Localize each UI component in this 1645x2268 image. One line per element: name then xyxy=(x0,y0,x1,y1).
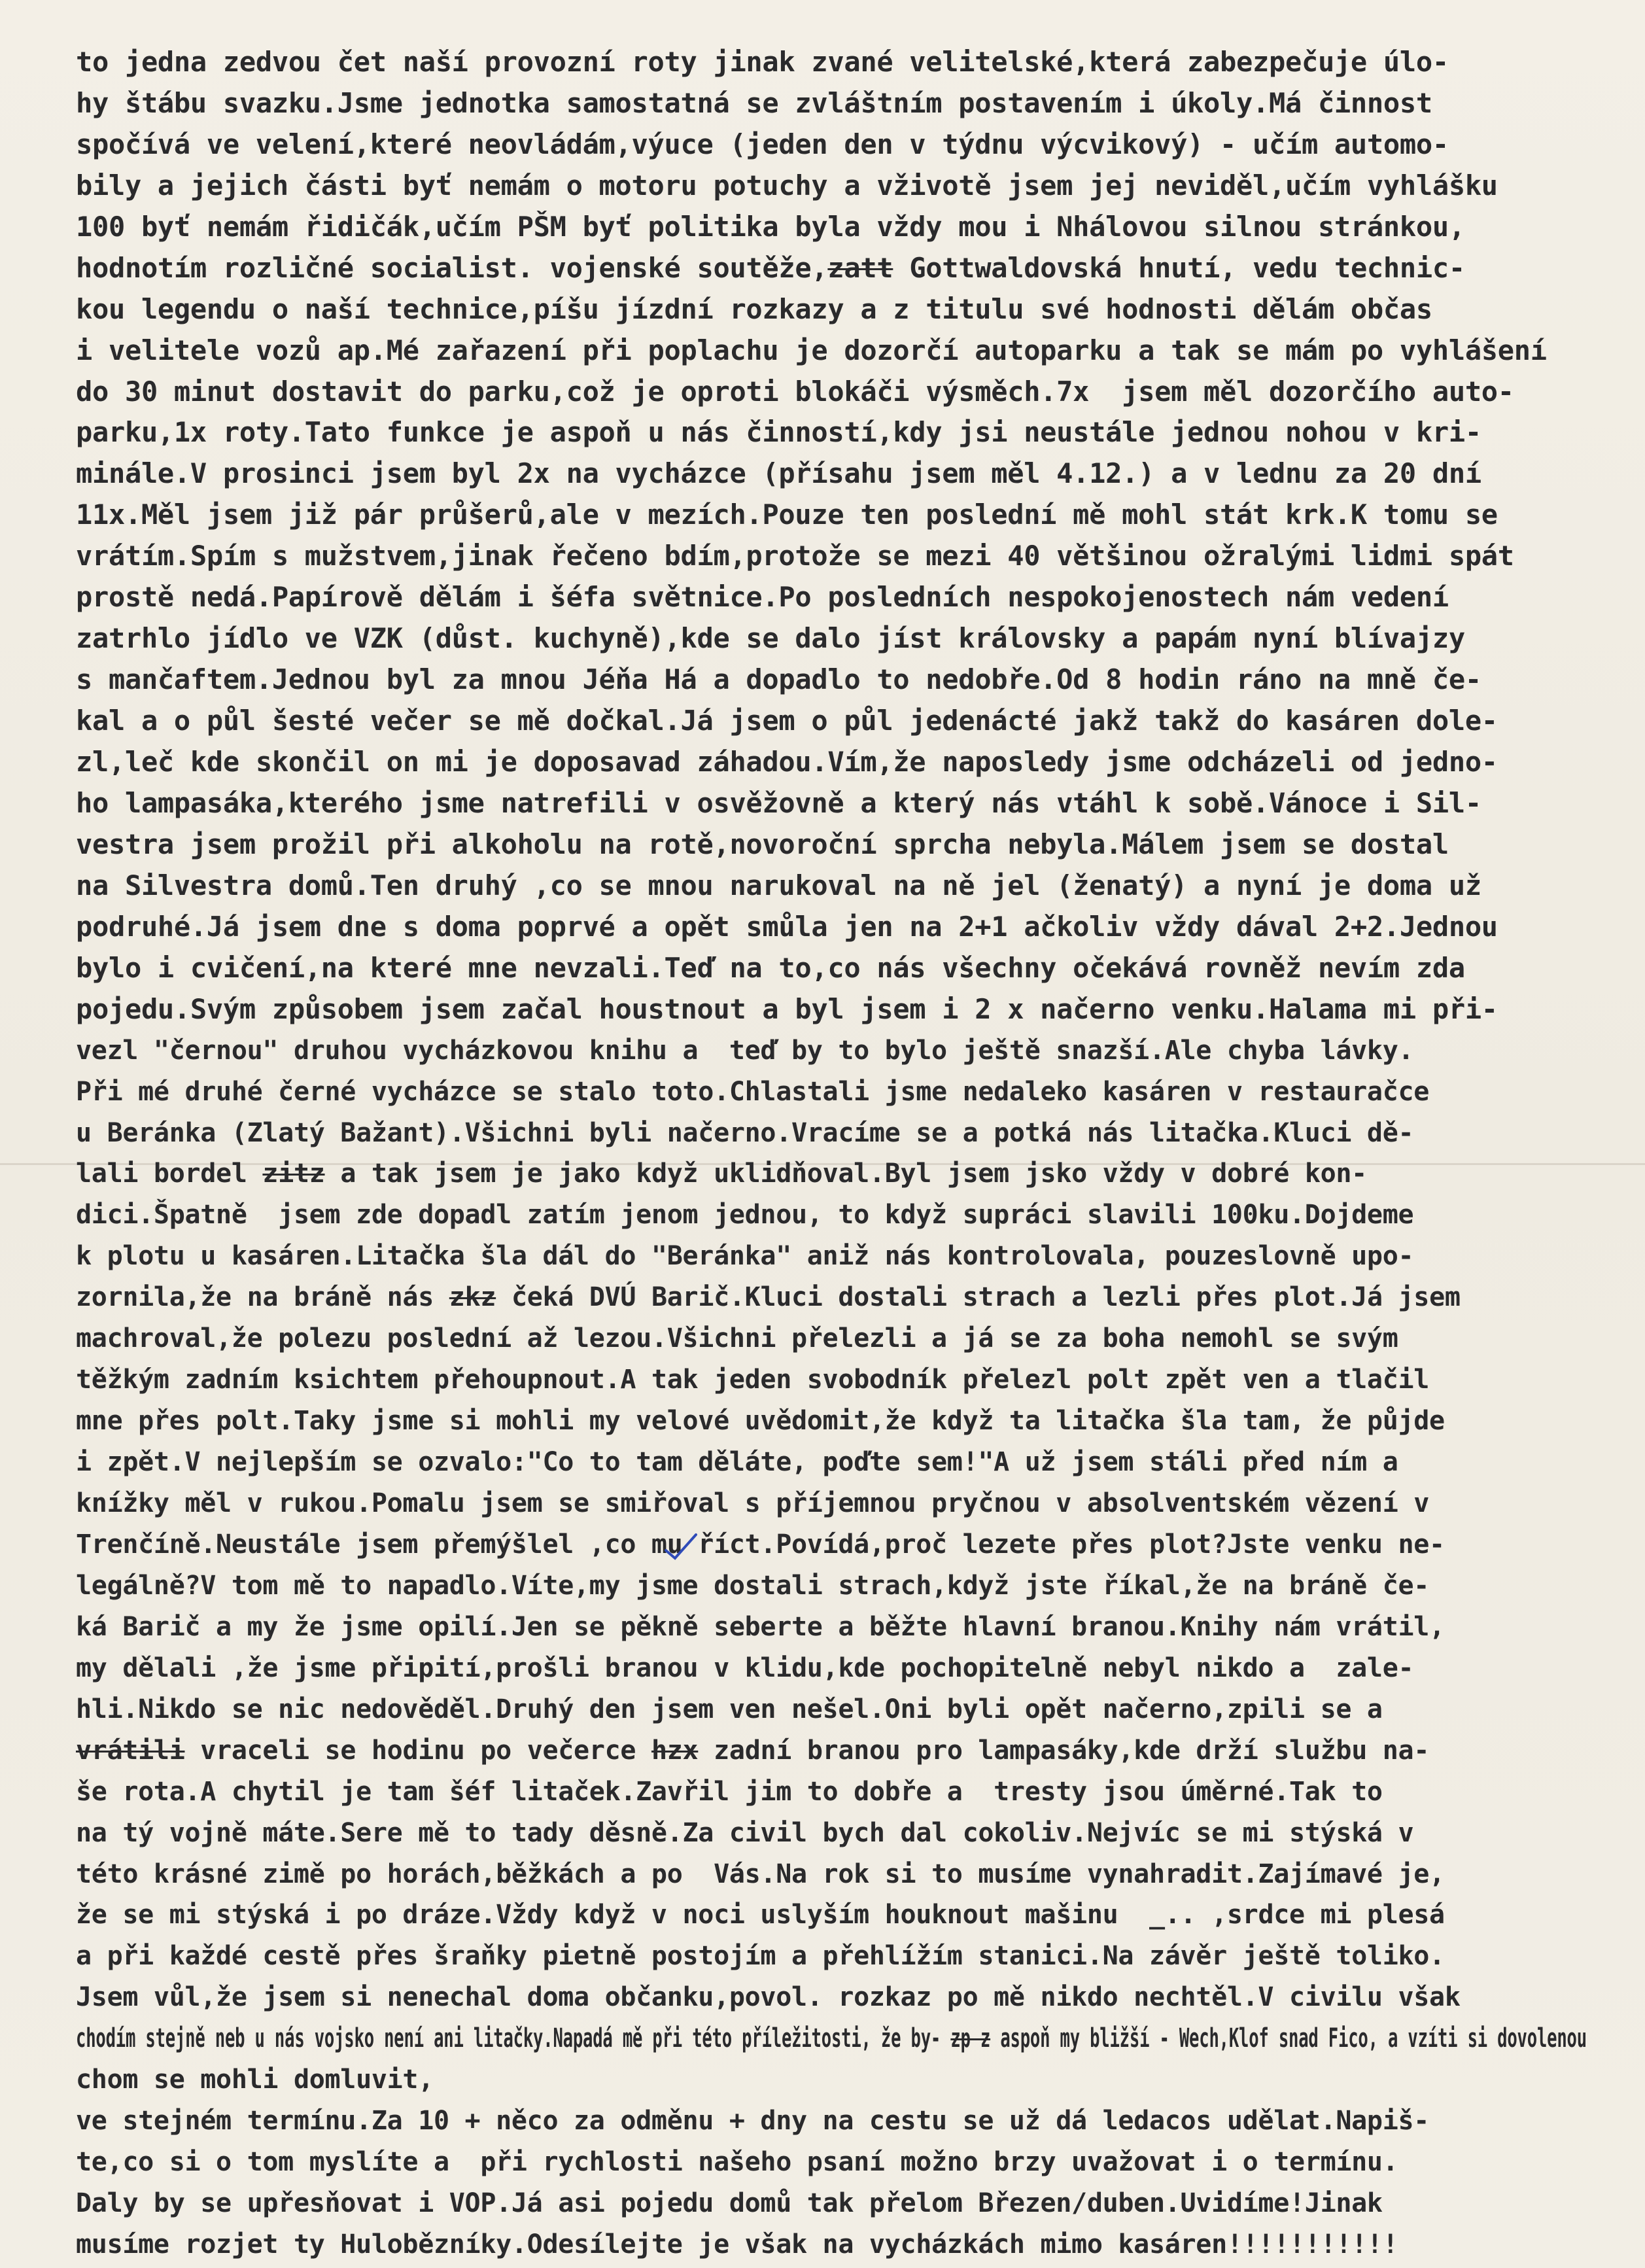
letter-line xyxy=(76,663,1481,695)
line-text: i velitele vozů ap.Mé zařazení při poplachu je dozorčí autoparku a tak se mám po vyhlášení xyxy=(76,334,1547,366)
line-text: vrátím.Spím s mužstvem,jinak řečeno bdím,protože se mezi 40 většinou ožralými lidmi spát xyxy=(76,540,1514,572)
line-text: prostě nedá.Papírově dělám i šéfa světnice.Po posledních nespokojenostech nám vedení xyxy=(76,581,1449,613)
letter-line xyxy=(76,1818,1413,1848)
line-text: zatrhlo jídlo ve VZK (důst. kuchyně),kde se dalo jíst královsky a papám nyní blívajzy xyxy=(76,622,1465,654)
letter-line xyxy=(76,1694,1383,1724)
struck-out-text: zatt xyxy=(827,252,893,284)
text-fragment: aspoň my bližší - Wech,Klof snad Fico, a vzíti si dovolenou xyxy=(990,2023,1587,2053)
letter-line xyxy=(76,869,1481,901)
letter-line xyxy=(76,2065,434,2095)
letter-line xyxy=(76,1653,1413,1683)
text-fragment: _.. ,srdce mi plesá xyxy=(1118,1900,1445,1930)
letter-line xyxy=(76,1406,1445,1436)
letter-line xyxy=(76,293,1432,325)
letter-line xyxy=(76,211,1465,243)
letter-line xyxy=(76,1447,1398,1477)
line-text: této krásné zimě po horách,běžkách a po Vás.Na rok si to musíme vynahradit.Zajímavé je, xyxy=(76,1859,1445,1889)
line-text: s mančaftem.Jednou byl za mnou Jéňa Há a dopadlo to nedobře.Od 8 hodin ráno na mně če- xyxy=(76,663,1481,695)
text-fragment xyxy=(636,1736,651,1766)
line-text: kal a o půl šesté večer se mě dočkal.Já jsem o půl jedenácté jakž takž do kasáren dole- xyxy=(76,705,1498,737)
line-text: Trenčíně.Neustále jsem přemýšlel ,co mu říct.Povídá,proč lezete přes plot?Jste venku ne- xyxy=(76,1529,1445,1560)
line-text: te,co si o tom myslíte a při rychlosti našeho psaní možno brzy uvažovat i o termínu. xyxy=(76,2147,1398,2177)
line-text: chom se mohli domluvit, xyxy=(76,2065,434,2095)
letter-line xyxy=(76,993,1498,1025)
line-text: hy štábu svazku.Jsme jednotka samostatná se zvláštním postavením i úkoly.Má činnost xyxy=(76,87,1432,119)
line-text: to jedna zedvou čet naší provozní roty jinak zvané velitelské,která zabezpečuje úlo- xyxy=(76,46,1449,78)
text-fragment: a tak jsem je jako když uklidňoval.Byl jsem jsko vždy v dobré kon- xyxy=(324,1159,1367,1189)
line-text: lali bordel xyxy=(76,1159,247,1189)
line-text: zornila,že na bráně nás xyxy=(76,1282,434,1312)
letter-line xyxy=(76,622,1465,654)
line-text: vestra jsem prožil při alkoholu na rotě,novoroční sprcha nebyla.Málem jsem se dostal xyxy=(76,828,1449,860)
line-text: chodím stejně neb u nás vojsko není ani litačky.Napadá mě při této příležitosti, že by- xyxy=(76,2023,941,2053)
struck-out-text: zp z xyxy=(950,2023,991,2053)
struck-out-text: hzx xyxy=(651,1736,699,1766)
struck-out-text: vrátili xyxy=(76,1736,185,1766)
letter-line xyxy=(76,46,1449,78)
line-text: hli.Nikdo se nic nedověděl.Druhý den jsem ven nešel.Oni byli opět načerno,zpili se a xyxy=(76,1694,1383,1724)
line-text: podruhé.Já jsem dne s doma poprvé a opět smůla jen na 2+1 ačkoliv vždy dával 2+2.Jednou xyxy=(76,911,1498,943)
line-text: dici.Špatně jsem zde dopadl zatím jenom jednou, to když supráci slavili 100ku.Dojdeme xyxy=(76,1200,1414,1230)
letter-line xyxy=(76,169,1498,201)
line-text: Daly by se upřesňovat i VOP.Já asi pojedu domů tak přelom Březen/duben.Uvidíme!Jinak xyxy=(76,2188,1383,2218)
line-text: u Beránka (Zlatý Bažant).Všichni byli načerno.Vracíme se a potká nás litačka.Kluci dě- xyxy=(76,1118,1414,1148)
struck-out-text: zkz xyxy=(449,1282,496,1312)
letter-line xyxy=(76,1982,1461,2012)
letter-line xyxy=(76,252,1465,284)
line-text: kou legendu o naší technice,píšu jízdní rozkazy a z titulu své hodnosti dělám občas xyxy=(76,293,1432,325)
line-text: Jsem vůl,že jsem si nenechal doma občanku,povol. rozkaz po mě nikdo nechtěl.V civilu však xyxy=(76,1982,1461,2012)
line-text: a při každé cestě přes šraňky pietně postojím a přehlížím stanici.Na závěr ještě toliko. xyxy=(76,1941,1445,1971)
line-text: k plotu u kasáren.Litačka šla dál do "Beránka" aniž nás kontrolovala, pouzeslovně upo- xyxy=(76,1241,1414,1271)
line-text: vraceli se hodinu po večerce xyxy=(200,1736,636,1766)
line-text: zl,leč kde skončil on mi je doposavad záhadou.Vím,že naposledy jsme odcházeli od jedno- xyxy=(76,746,1498,778)
letter-line xyxy=(76,334,1547,366)
letter-line xyxy=(76,2229,1398,2259)
letter-line xyxy=(76,457,1481,489)
line-text: ká Barič a my že jsme opilí.Jen se pěkně seberte a běžte hlavní branou.Knihy nám vrátil, xyxy=(76,1612,1445,1642)
letter-line xyxy=(76,1323,1398,1353)
letter-line xyxy=(76,87,1432,119)
line-text: že se mi stýská i po dráze.Vždy když v noci uslyším houknout mašinu xyxy=(76,1900,1118,1930)
line-text: Při mé druhé černé vycházce se stalo toto.Chlastali jsme nedaleko kasáren v restauračce xyxy=(76,1077,1430,1107)
letter-line xyxy=(76,1571,1429,1601)
letter-line xyxy=(76,540,1514,572)
line-text: machroval,že polezu poslední až lezou.Všichni přelezli a já se za boha nemohl se svým xyxy=(76,1323,1398,1353)
letter-line xyxy=(76,2147,1398,2177)
letter-line xyxy=(76,416,1481,448)
letter-line xyxy=(76,1941,1445,1971)
letter-line xyxy=(76,2188,1383,2218)
letter-line xyxy=(76,1118,1413,1148)
letter-line xyxy=(76,952,1465,984)
line-text: musíme rozjet ty Hulobězníky.Odesílejte je však na vycházkách mimo kasáren!!!!!!!!!!! xyxy=(76,2229,1398,2259)
line-text: bylo i cvičení,na které mne nevzali.Teď na to,co nás všechny očekává rovněž nevím zda xyxy=(76,952,1465,984)
letter-line xyxy=(76,1200,1413,1230)
letter-line xyxy=(76,1777,1383,1807)
line-text: še rota.A chytil je tam šéf litaček.Zavřil jim to dobře a tresty jsou úměrné.Tak to xyxy=(76,1777,1383,1807)
text-fragment: čeká DVÚ Barič.Kluci dostali strach a lezli přes plot.Já jsem xyxy=(496,1282,1461,1312)
letter-line xyxy=(76,498,1498,531)
line-text: 11x.Měl jsem již pár průšerů,ale v mezích.Pouze ten poslední mě mohl stát krk.K tomu se xyxy=(76,498,1498,531)
letter-line xyxy=(76,1859,1445,1889)
letter-line xyxy=(76,746,1498,778)
text-fragment: Gottwaldovská hnutí, vedu technic- xyxy=(893,252,1465,284)
line-text: spočívá ve velení,které neovládám,výuce (jeden den v týdnu výcvikový) - učím automo- xyxy=(76,128,1449,160)
line-text: i zpět.V nejlepším se ozvalo:"Co to tam děláte, poďte sem!"A už jsem stáli před ním a xyxy=(76,1447,1398,1477)
letter-line xyxy=(76,1077,1429,1107)
letter-line xyxy=(76,2106,1429,2136)
letter-line xyxy=(76,1900,1445,1930)
letter-line xyxy=(76,1241,1413,1271)
line-text: legálně?V tom mě to napadlo.Víte,my jsme dostali strach,když jste říkal,že na bráně če- xyxy=(76,1571,1430,1601)
letter-line xyxy=(76,128,1449,160)
line-text: hodnotím rozličné socialist. vojenské soutěže, xyxy=(76,252,828,284)
line-text: těžkým zadním ksichtem přehoupnout.A tak jeden svobodník přelezl polt zpět ven a tlačil xyxy=(76,1365,1430,1395)
text-fragment xyxy=(247,1159,263,1189)
letter-line xyxy=(76,1612,1445,1642)
pen-check-mark xyxy=(662,1531,701,1563)
line-text: mne přes polt.Taky jsme si mohli my velové uvědomit,že když ta litačka šla tam, že půjde xyxy=(76,1406,1445,1436)
letter-line xyxy=(76,375,1514,408)
line-text: pojedu.Svým způsobem jsem začal houstnout a byl jsem i 2 x načerno venku.Halama mi při- xyxy=(76,993,1498,1025)
letter-line xyxy=(76,1736,1429,1766)
text-fragment xyxy=(941,2023,950,2053)
letter-line xyxy=(76,1365,1429,1395)
line-text: vezl "černou" druhou vycházkovou knihu a teď by to bylo ještě snazší.Ale chyba lávky. xyxy=(76,1036,1414,1066)
letter-line xyxy=(76,1159,1367,1189)
line-text: na Silvestra domů.Ten druhý ,co se mnou narukoval na ně jel (ženatý) a nyní je doma už xyxy=(76,869,1481,901)
letter-line xyxy=(76,828,1449,860)
struck-out-text: zitz xyxy=(262,1159,325,1189)
text-fragment: zadní branou pro lampasáky,kde drží službu na- xyxy=(698,1736,1430,1766)
letter-line xyxy=(76,2023,1587,2053)
text-fragment xyxy=(434,1282,449,1312)
letter-line xyxy=(76,1529,1445,1560)
letter-line xyxy=(76,1488,1429,1518)
line-text: minále.V prosinci jsem byl 2x na vycházce (přísahu jsem měl 4.12.) a v lednu za 20 dní xyxy=(76,457,1481,489)
letter-line xyxy=(76,705,1498,737)
letter-line xyxy=(76,911,1498,943)
line-text: ho lampasáka,kterého jsme natrefili v osvěžovně a který nás vtáhl k sobě.Vánoce i Sil- xyxy=(76,787,1481,819)
line-text: parku,1x roty.Tato funkce je aspoň u nás činností,kdy jsi neustále jednou nohou v kri- xyxy=(76,416,1481,448)
letter-line xyxy=(76,787,1481,819)
line-text: ve stejném termínu.Za 10 + něco za odměnu + dny na cestu se už dá ledacos udělat.Napiš- xyxy=(76,2106,1430,2136)
line-text: knížky měl v rukou.Pomalu jsem se smiřoval s příjemnou pryčnou v absolventském vězení v xyxy=(76,1488,1430,1518)
line-text: bily a jejich části byť nemám o motoru potuchy a vživotě jsem jej neviděl,učím vyhlášku xyxy=(76,169,1498,201)
text-fragment xyxy=(184,1736,200,1766)
letter-line xyxy=(76,581,1449,613)
line-text: my dělali ,že jsme připití,prošli branou v klidu,kde pochopitelně nebyl nikdo a zale- xyxy=(76,1653,1414,1683)
line-text: na tý vojně máte.Sere mě to tady děsně.Za civil bych dal cokoliv.Nejvíc se mi stýská v xyxy=(76,1818,1414,1848)
letter-line xyxy=(76,1036,1413,1066)
line-text: 100 byť nemám řidičák,učím PŠM byť politika byla vždy mou i Nhálovou silnou stránkou, xyxy=(76,211,1465,243)
line-text: do 30 minut dostavit do parku,což je oproti blokáči výsměch.7x jsem měl dozorčího auto- xyxy=(76,375,1514,408)
letter-line xyxy=(76,1282,1461,1312)
